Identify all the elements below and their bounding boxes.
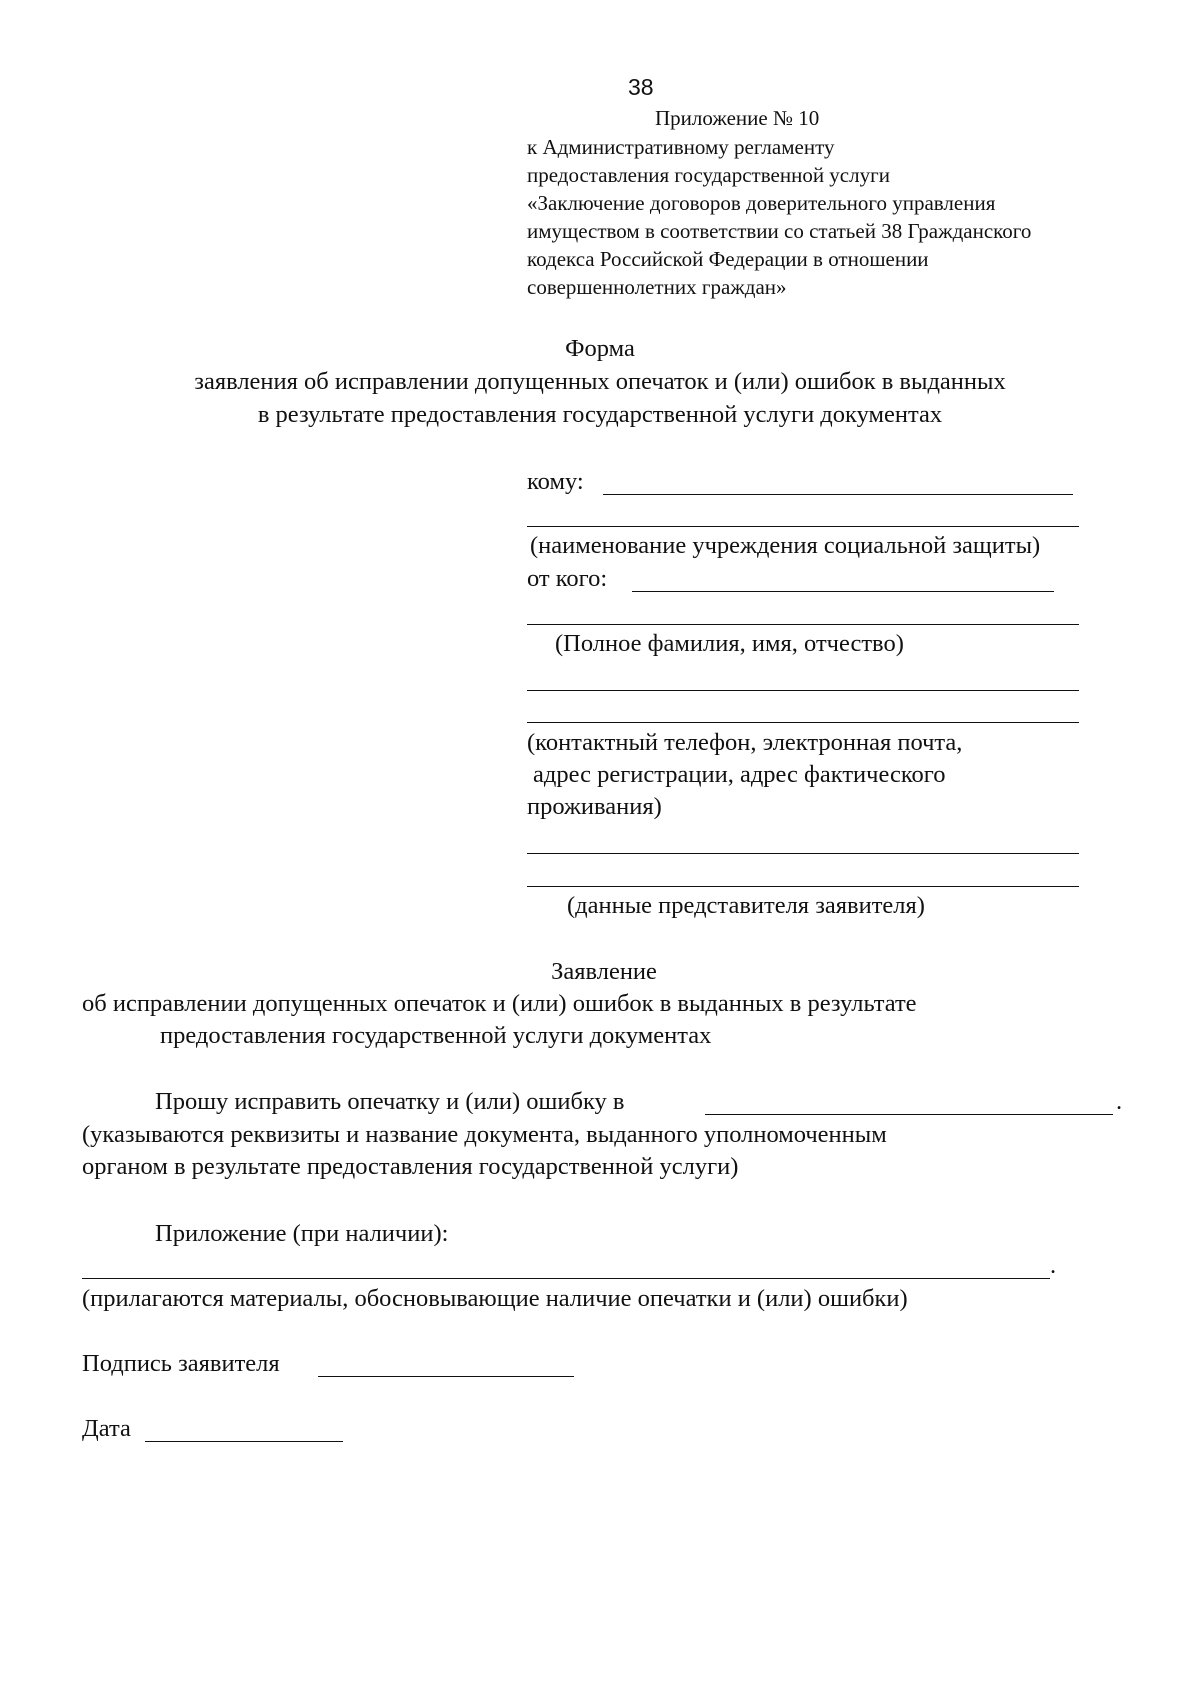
statement-subtitle-line1: об исправлении допущенных опечаток и (или) ошибок в выданных в результате	[82, 990, 917, 1017]
signature-label: Подпись заявителя	[82, 1350, 280, 1377]
name-field-line[interactable]	[527, 624, 1079, 625]
from-field-line[interactable]	[632, 591, 1054, 592]
attachment-field-line[interactable]	[82, 1278, 1050, 1279]
statement-title: Заявление	[551, 958, 657, 985]
institution-caption: (наименование учреждения социальной защиты)	[530, 532, 1041, 559]
appendix-line: кодекса Российской Федерации в отношении	[527, 247, 929, 271]
appendix-line: совершеннолетних граждан»	[527, 275, 787, 299]
statement-subtitle-line2: предоставления государственной услуги документах	[160, 1022, 712, 1049]
representative-field-line-1[interactable]	[527, 853, 1079, 854]
attachment-label: Приложение (при наличии):	[155, 1220, 449, 1247]
to-field-line-2[interactable]	[527, 526, 1079, 527]
request-note-line: органом в результате предоставления государственной услуги)	[82, 1153, 739, 1180]
request-end: .	[1116, 1088, 1123, 1115]
signature-field-line[interactable]	[318, 1376, 574, 1377]
to-label: кому:	[527, 468, 584, 495]
representative-field-line-2[interactable]	[527, 886, 1079, 887]
date-label: Дата	[82, 1415, 131, 1442]
appendix-line: имуществом в соответствии со статьей 38 Гражданского	[527, 219, 1032, 243]
contacts-caption-line: адрес регистрации, адрес фактического	[533, 761, 946, 788]
name-caption: (Полное фамилия, имя, отчество)	[555, 630, 904, 657]
contacts-field-line-1[interactable]	[527, 690, 1079, 691]
contacts-caption-line: проживания)	[527, 793, 662, 820]
attachment-end: .	[1050, 1252, 1057, 1279]
appendix-line: предоставления государственной услуги	[527, 163, 890, 187]
form-subtitle-line1: заявления об исправлении допущенных опечаток и (или) ошибок в выданных	[194, 368, 1006, 395]
appendix-title: Приложение № 10	[655, 106, 820, 130]
contacts-field-line-2[interactable]	[527, 722, 1079, 723]
request-text: Прошу исправить опечатку и (или) ошибку в	[155, 1088, 625, 1115]
attachment-note: (прилагаются материалы, обосновывающие наличие опечатки и (или) ошибки)	[82, 1285, 908, 1312]
from-label: от кого:	[527, 565, 608, 592]
representative-caption: (данные представителя заявителя)	[567, 892, 925, 919]
contacts-caption-line: (контактный телефон, электронная почта,	[527, 729, 963, 756]
request-note-line: (указываются реквизиты и название документа, выданного уполномоченным	[82, 1121, 887, 1148]
form-title: Форма	[565, 335, 635, 362]
to-field-line[interactable]	[603, 494, 1073, 495]
request-field-line[interactable]	[705, 1114, 1113, 1115]
form-subtitle-line2: в результате предоставления государственной услуги документах	[257, 401, 943, 428]
appendix-line: к Административному регламенту	[527, 135, 835, 159]
appendix-line: «Заключение договоров доверительного управления	[527, 191, 996, 215]
date-field-line[interactable]	[145, 1441, 343, 1442]
page-number: 38	[628, 74, 654, 100]
